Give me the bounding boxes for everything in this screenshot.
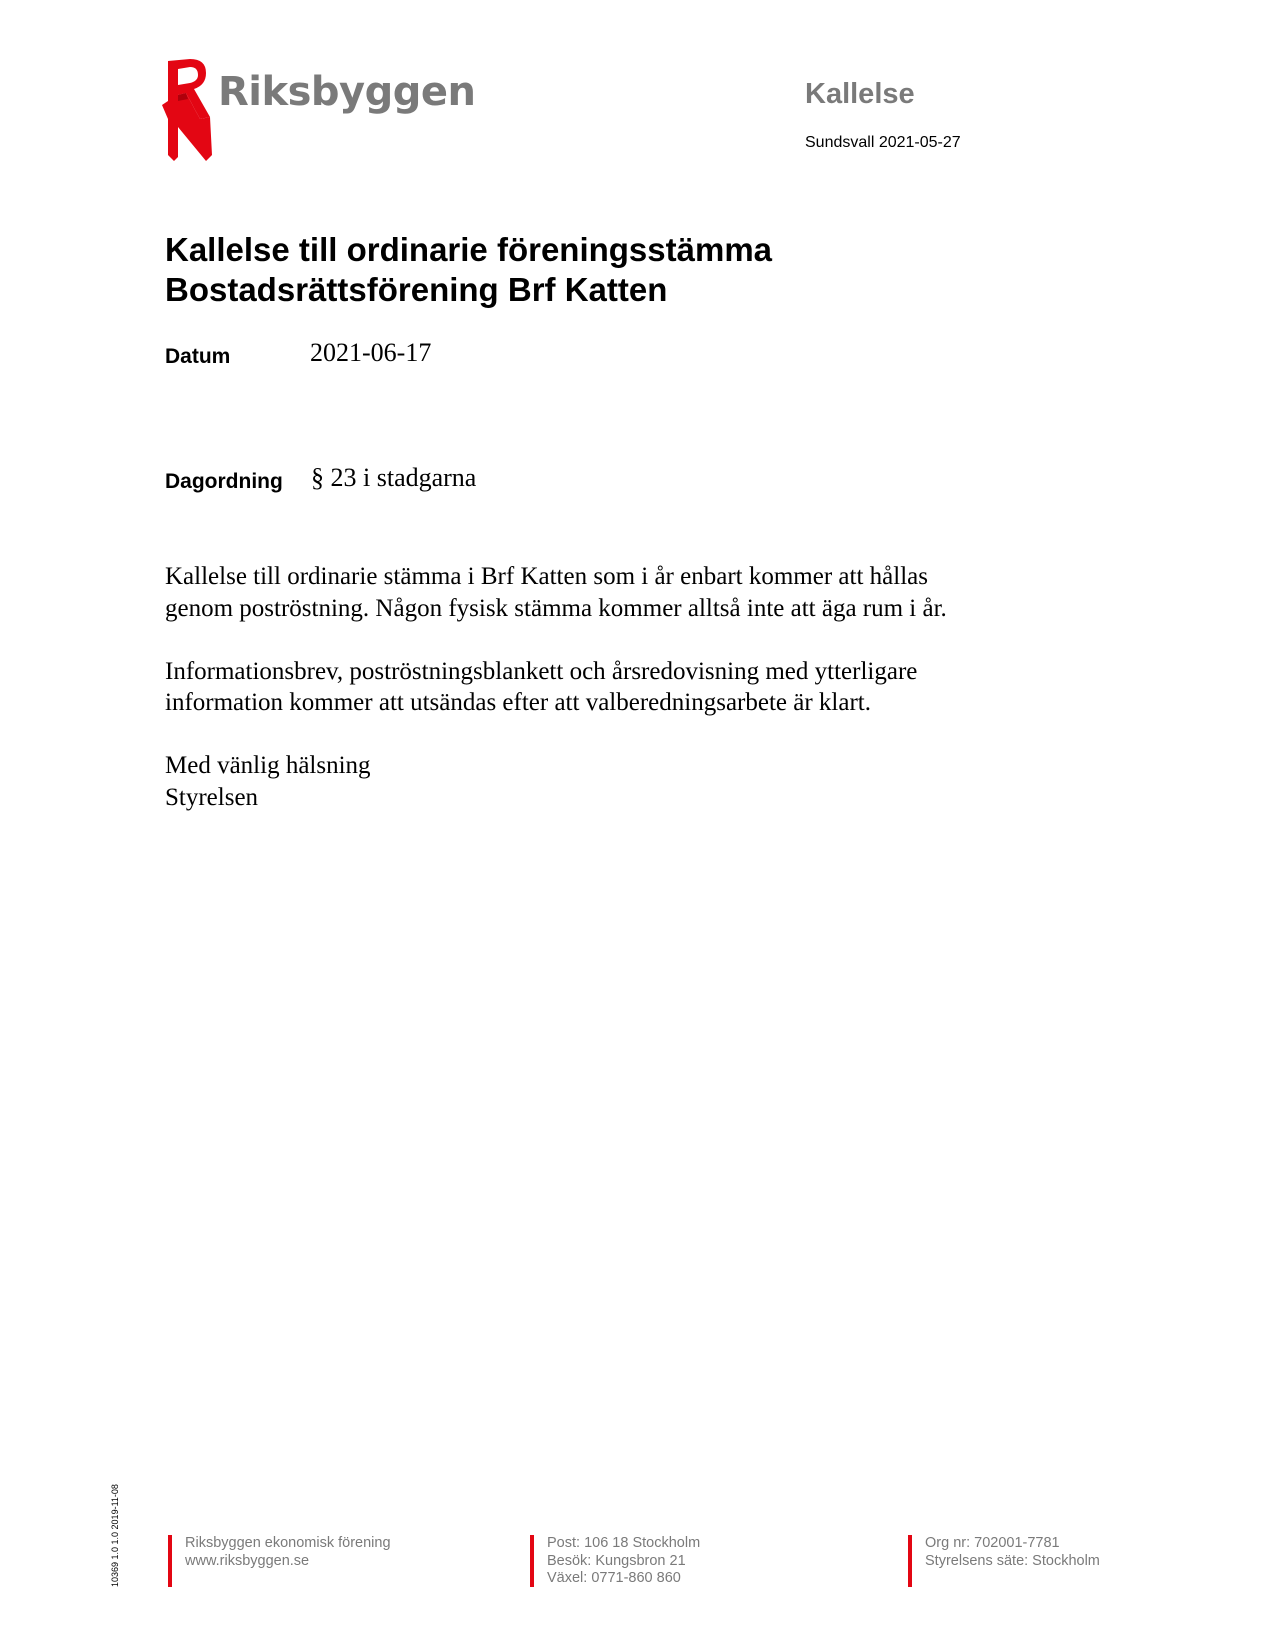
- footer-registration: [908, 1535, 1100, 1587]
- riksbyggen-logo-icon: [160, 57, 216, 162]
- document-type: Kallelse: [805, 78, 915, 110]
- footer-company-name: Riksbyggen ekonomisk förening: [185, 1535, 391, 1551]
- footer-contact: [530, 1535, 700, 1587]
- footer-board-seat: Styrelsens säte: Stockholm: [925, 1552, 1100, 1569]
- datum-value: 2021-06-17: [310, 338, 432, 367]
- datum-label: Datum: [165, 345, 231, 368]
- footer-phone: Växel: 0771-860 860: [547, 1570, 681, 1586]
- footer-company: [168, 1535, 391, 1587]
- paragraph-2-line-2: information kommer att utsändas efter att valberedningsarbete är klart.: [165, 689, 871, 716]
- dagordning-label: Dagordning: [165, 470, 283, 493]
- footer-post-address: Post: 106 18 Stockholm: [547, 1535, 701, 1551]
- paragraph-1-line-1: Kallelse till ordinarie stämma i Brf Katten som i år enbart kommer att hållas: [165, 563, 928, 590]
- paragraph-2: [165, 656, 1065, 719]
- letter-body: [165, 561, 1065, 845]
- paragraph-1-line-2: genom poströstning. Någon fysisk stämma kommer alltså inte att äga rum i år.: [165, 594, 947, 622]
- paragraph-2-line-1: Informationsbrev, poströstningsblankett och årsredovisning med ytterligare: [165, 657, 918, 685]
- title-line-2: Bostadsrättsförening Brf Katten: [165, 271, 668, 308]
- place-and-date: Sundsvall 2021-05-27: [805, 134, 961, 151]
- paragraph-1: [165, 561, 1065, 624]
- riksbyggen-logo: [160, 57, 476, 162]
- title-line-1: Kallelse till ordinarie föreningsstämma: [165, 231, 773, 268]
- footer-website-link[interactable]: www.riksbyggen.se: [185, 1552, 310, 1569]
- footer-org-number: Org nr: 702001-7781: [925, 1535, 1060, 1551]
- page-title: [165, 230, 772, 310]
- closing-greeting: Med vänlig hälsning: [165, 752, 371, 779]
- footer-visit-address: Besök: Kungsbron 21: [547, 1552, 686, 1569]
- logo-wordmark: Riksbyggen: [218, 69, 476, 115]
- version-code: 10369 1.0 1.0 2019-11-08: [110, 1484, 120, 1587]
- closing-signature: Styrelsen: [165, 783, 259, 811]
- closing: [165, 750, 1065, 813]
- dagordning-value: § 23 i stadgarna: [311, 463, 477, 492]
